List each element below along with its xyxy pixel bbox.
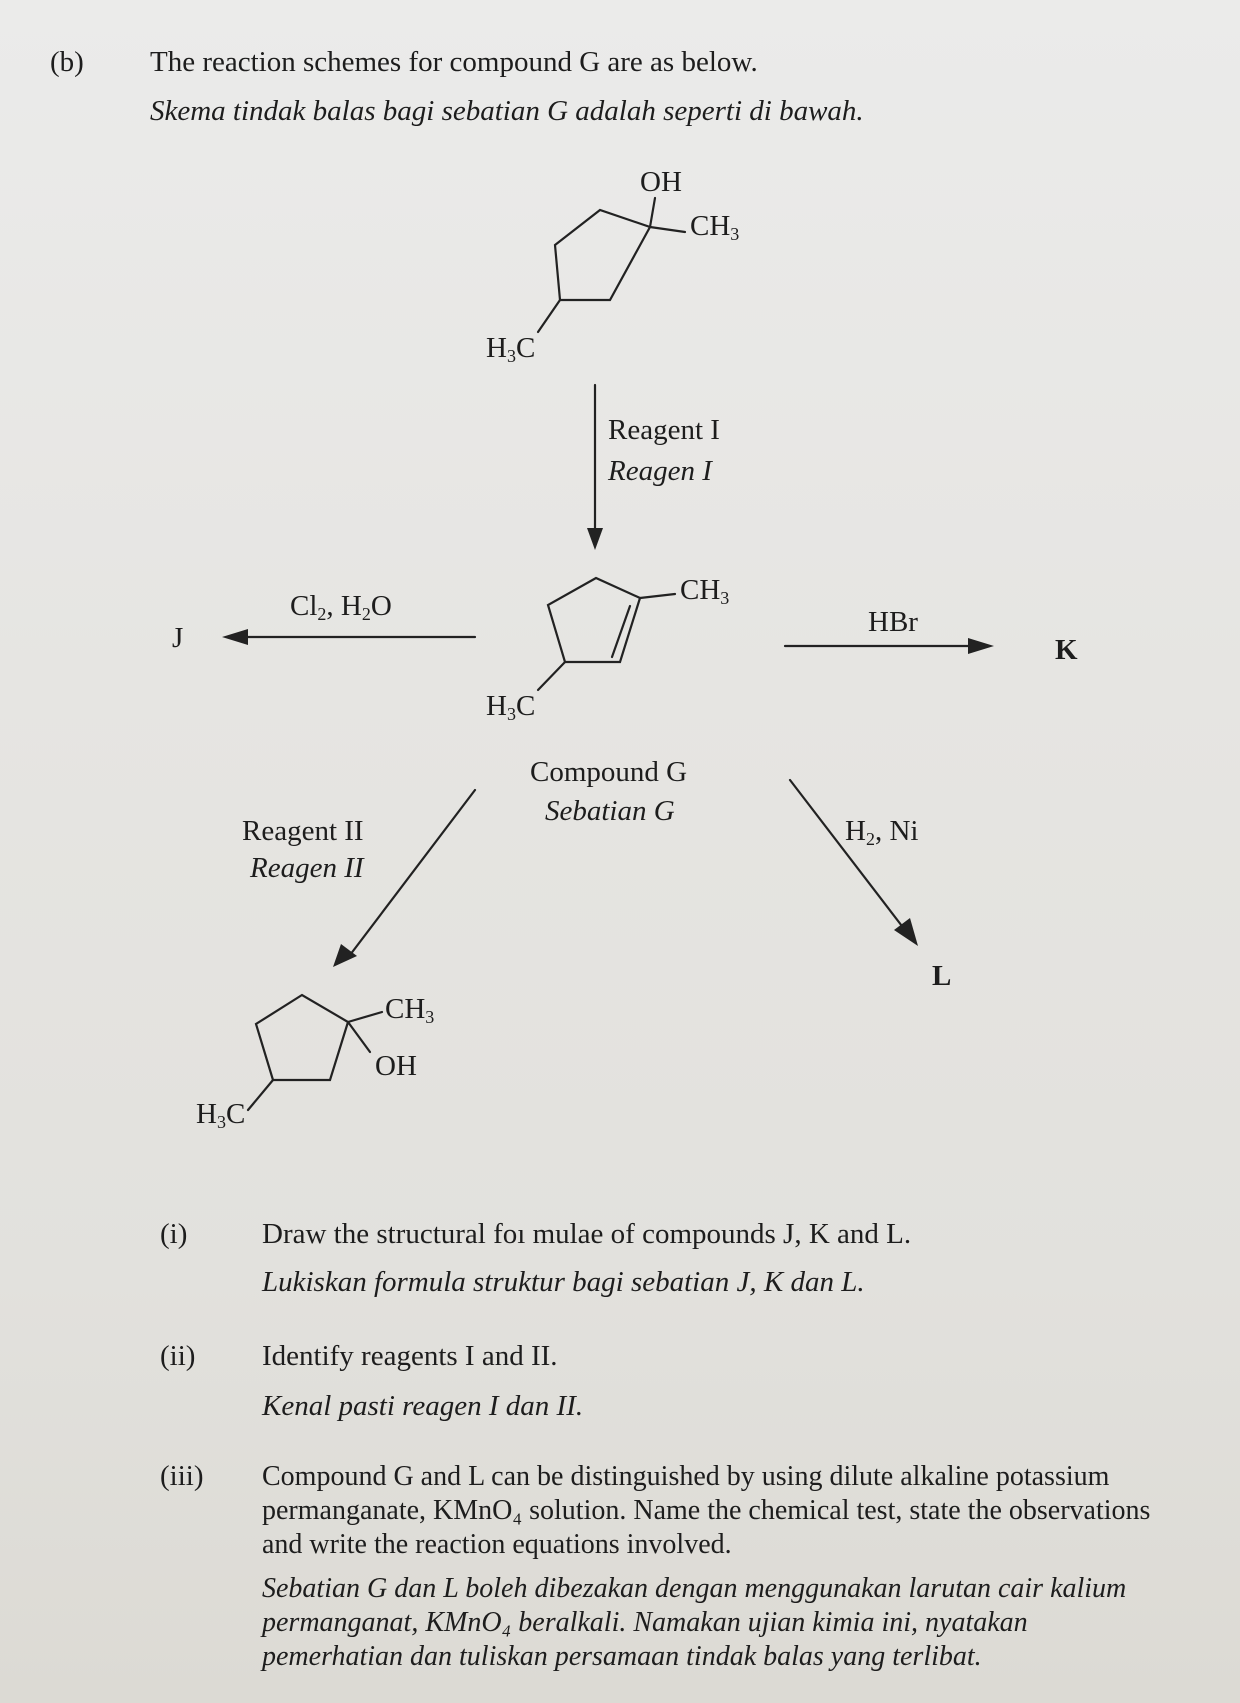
arrow-to-j-arrowhead — [222, 629, 248, 645]
question-3-number: (iii) — [160, 1460, 204, 1492]
bottom-oh-label: OH — [375, 1050, 417, 1082]
top-ch3-label: $CH_3$ — [690, 210, 740, 244]
compound-g-malay: Sebatian G — [545, 795, 675, 827]
question-3-english: Compound G and L can be distinguished by using dilute alkaline potassium permanganate, KMnO₄ solution. Name the chemical test, state the observations and write the reaction equations involved. — [262, 1461, 1151, 1560]
question-1-english: Draw the structural foı mulae of compounds J, K and L. — [262, 1218, 912, 1250]
reagent1-arrowhead — [587, 528, 603, 550]
intro-malay: Skema tindak balas bagi sebatian G adalah seperti di bawah. — [150, 95, 864, 127]
top-cyclopentane-ring — [555, 210, 650, 300]
reagent2-arrow-shaft — [350, 790, 475, 955]
compound-g-ch3-bond — [640, 594, 675, 598]
top-oh-bond — [650, 198, 655, 227]
compound-g-h3c-label: $H_3C$ — [486, 690, 536, 724]
reagent1-malay: Reagen I — [608, 455, 712, 487]
arrow-to-l-shaft — [790, 780, 905, 930]
reagent2-english: Reagent II — [242, 815, 364, 847]
bottom-cyclopentane-ring — [256, 995, 348, 1080]
top-oh-label: OH — [640, 166, 682, 198]
bottom-ch3-label: $CH_3$ — [385, 993, 435, 1027]
top-h3c-label: $H_3C$ — [486, 332, 536, 366]
reagent2-arrowhead — [333, 944, 357, 967]
question-1-malay: Lukiskan formula struktur bagi sebatian J, K dan L. — [262, 1266, 865, 1298]
arrow-to-k-arrowhead — [968, 638, 994, 654]
question-2-malay: Kenal pasti reagen I dan II. — [262, 1390, 584, 1422]
cl2-h2o-condition: $Cl_2$, $H_2O$ — [290, 590, 392, 624]
intro-english: The reaction schemes for compound G are as below. — [150, 46, 758, 78]
bottom-h3c-label: $H_3C$ — [196, 1098, 246, 1132]
compound-g-double-bond — [612, 606, 630, 657]
compound-g-ch3-label: $CH_3$ — [680, 574, 730, 608]
hbr-condition: HBr — [868, 606, 918, 638]
question-1-number: (i) — [160, 1218, 188, 1250]
arrow-to-l-arrowhead — [894, 918, 918, 946]
h2-ni-condition: $H_2$, Ni — [845, 815, 919, 849]
part-label: (b) — [50, 46, 84, 78]
question-3-malay: Sebatian G dan L boleh dibezakan dengan menggunakan larutan cair kalium permanganat, KMnO₄ beralkali. Namakan ujian kimia ini, nyatakan pemerhatian dan tuliskan persamaan tindak balas yang terlibat. — [262, 1573, 1127, 1672]
product-k: K — [1055, 634, 1078, 666]
reagent2-malay: Reagen II — [250, 852, 364, 884]
product-j: J — [172, 622, 184, 654]
question-2-english: Identify reagents I and II. — [262, 1340, 558, 1372]
product-l: L — [932, 960, 952, 992]
top-ch3-bond — [650, 227, 685, 232]
compound-g-h3c-bond — [538, 662, 565, 690]
question-2-number: (ii) — [160, 1340, 196, 1372]
bottom-h3c-bond — [248, 1080, 273, 1110]
bottom-oh-bond — [348, 1022, 370, 1052]
reagent1-english: Reagent I — [608, 414, 720, 446]
compound-g-english: Compound G — [530, 756, 688, 788]
bottom-ch3-bond — [348, 1012, 382, 1022]
top-h3c-bond — [538, 300, 560, 332]
